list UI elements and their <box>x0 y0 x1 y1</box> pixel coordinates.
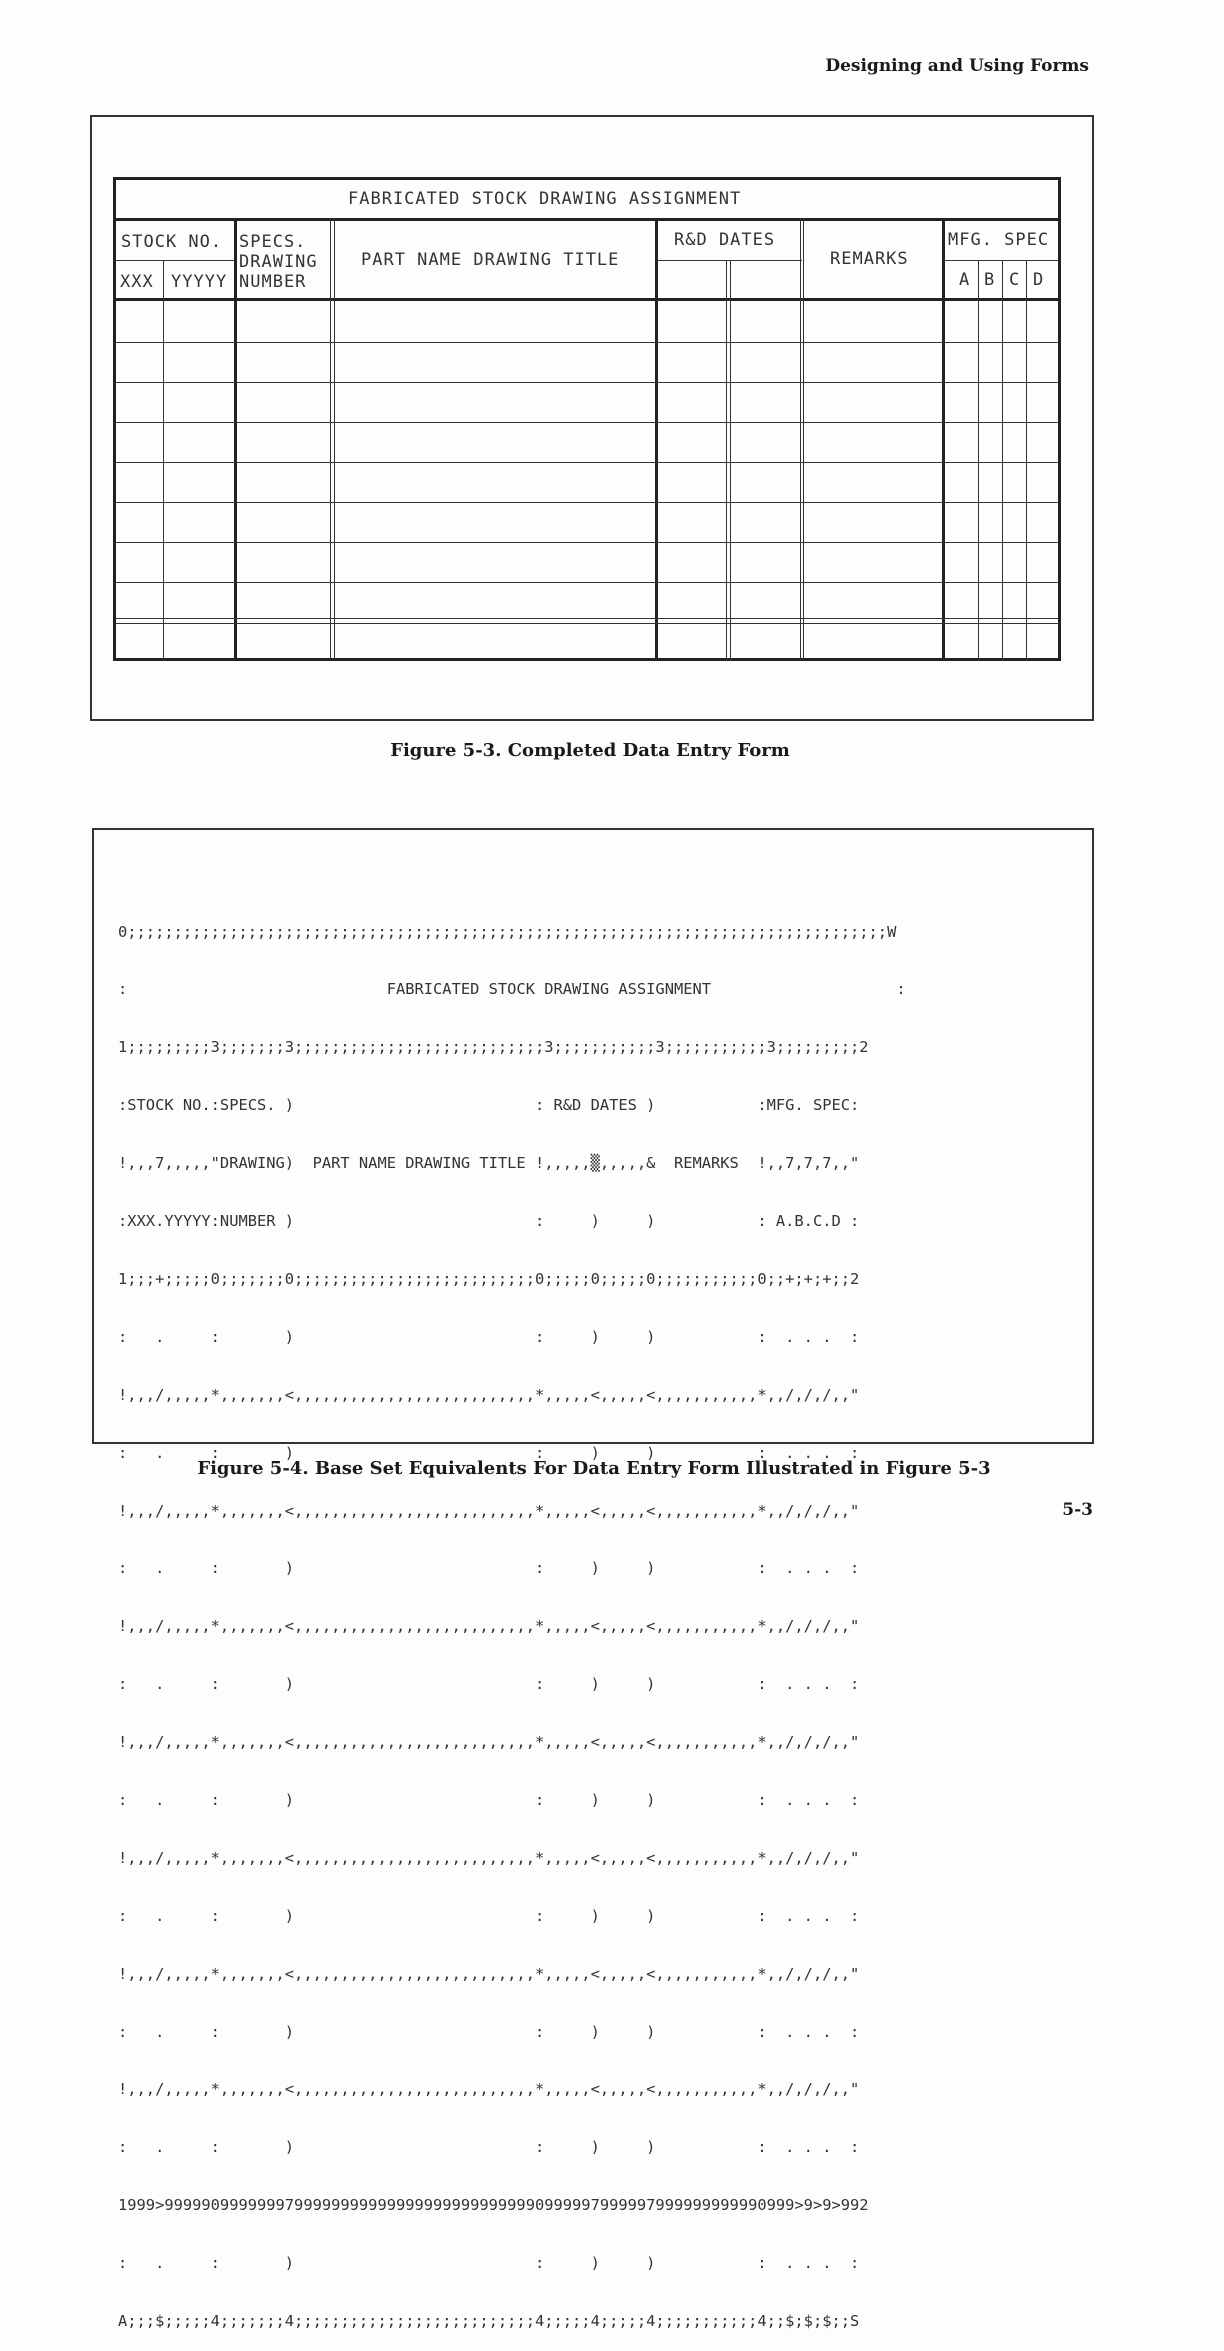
base-set-line: : . : ) : ) ) : . . . : <box>118 1443 860 1462</box>
base-set-line: !,,,/,,,,,*,,,,,,,<,,,,,,,,,,,,,,,,,,,,,,,,,,*,,,,,<,,,,,<,,,,,,,,,,,*,,/,/,/,," <box>118 1964 860 1983</box>
base-set-line: :STOCK NO.:SPECS. ) : R&D DATES ) :MFG. SPEC: <box>118 1096 860 1115</box>
base-set-line: : . : ) : ) ) : . . . : <box>118 1790 860 1809</box>
col-divider-rd-remarks <box>800 218 801 661</box>
base-set-line: :XXX.YYYYY:NUMBER ) : ) ) : A.B.C.D : <box>118 1212 860 1231</box>
row-line <box>116 342 1058 343</box>
base-set-line: !,,,/,,,,,*,,,,,,,<,,,,,,,,,,,,,,,,,,,,,,,,,,*,,,,,<,,,,,<,,,,,,,,,,,*,,/,/,/,," <box>118 1733 860 1752</box>
figure-5-3-caption: Figure 5-3. Completed Data Entry Form <box>390 740 790 761</box>
col-divider-remarks-mfg <box>942 218 945 661</box>
base-set-line: !,,,/,,,,,*,,,,,,,<,,,,,,,,,,,,,,,,,,,,,,,,,,*,,,,,<,,,,,<,,,,,,,,,,,*,,/,/,/,," <box>118 1617 860 1636</box>
row-line <box>116 502 1058 503</box>
base-set-line: : . : ) : ) ) : . . . : <box>118 1327 860 1346</box>
title-divider <box>116 218 1058 221</box>
part-name-label: PART NAME DRAWING TITLE <box>361 250 620 270</box>
stock-no-label: STOCK NO. <box>121 232 223 252</box>
base-set-line: : . : ) : ) ) : . . . : <box>118 2138 860 2157</box>
col-divider-part-rd <box>655 218 658 661</box>
rd-dates-label: R&D DATES <box>674 230 776 250</box>
base-set-line: : . : ) : ) ) : . . . : <box>118 1906 860 1925</box>
mfg-spec-label: MFG. SPEC <box>948 230 1050 250</box>
base-set-line: 1;;;+;;;;;0;;;;;;;0;;;;;;;;;;;;;;;;;;;;;;;;;;0;;;;;0;;;;;0;;;;;;;;;;;0;;+;+;+;;2 <box>118 1269 860 1288</box>
base-set-line: : . : ) : ) ) : . . . : <box>118 1675 860 1694</box>
specs-label: SPECS. <box>239 232 307 252</box>
mfg-spec-underline <box>944 260 1058 261</box>
base-set-line: 1;;;;;;;;;3;;;;;;;3;;;;;;;;;;;;;;;;;;;;;;;;;;;3;;;;;;;;;;;3;;;;;;;;;;;3;;;;;;;;;2 <box>118 1038 869 1057</box>
base-set-line: 0;;;;;;;;;;;;;;;;;;;;;;;;;;;;;;;;;;;;;;;;;;;;;;;;;;;;;;;;;;;;;;;;;;;;;;;;;;;;;;;;;;W <box>118 922 897 941</box>
base-set-line: !,,,/,,,,,*,,,,,,,<,,,,,,,,,,,,,,,,,,,,,,,,,,*,,,,,<,,,,,<,,,,,,,,,,,*,,/,/,/,," <box>118 1385 860 1404</box>
col-c-label: C <box>1009 270 1021 290</box>
col-b-label: B <box>984 270 996 290</box>
base-set-line: !,,,/,,,,,*,,,,,,,<,,,,,,,,,,,,,,,,,,,,,,,,,,*,,,,,<,,,,,<,,,,,,,,,,,*,,/,/,/,," <box>118 1848 860 1867</box>
col-bc-header-divider <box>1002 260 1003 298</box>
base-set-line: : . : ) : ) ) : . . . : <box>118 2022 860 2041</box>
row-line-double <box>116 618 1058 619</box>
col-cd-header-divider <box>1026 260 1027 298</box>
col-divider-rd-mid-2 <box>730 298 731 661</box>
rd-mid-header-divider <box>726 260 727 298</box>
base-set-line: !,,,/,,,,,*,,,,,,,<,,,,,,,,,,,,,,,,,,,,,,,,,,*,,,,,<,,,,,<,,,,,,,,,,,*,,/,/,/,," <box>118 1501 860 1520</box>
row-line <box>116 422 1058 423</box>
col-divider-rd-remarks-2 <box>803 218 804 661</box>
yyyyy-label: YYYYY <box>171 272 228 292</box>
page-number: 5-3 <box>1062 1500 1093 1520</box>
form-title: FABRICATED STOCK DRAWING ASSIGNMENT <box>348 189 742 209</box>
col-a-label: A <box>959 270 971 290</box>
xxx-label: XXX <box>120 272 154 292</box>
xxx-divider <box>163 260 164 298</box>
rd-mid-header-divider-2 <box>730 260 731 298</box>
col-divider-cd-body <box>1026 298 1027 661</box>
col-divider-specs-part-2 <box>334 218 335 661</box>
row-line <box>116 582 1058 583</box>
stock-no-underline <box>116 260 234 261</box>
col-divider-ab-body <box>978 298 979 661</box>
base-set-line: : . : ) : ) ) : . . . : <box>118 2254 860 2273</box>
base-set-line: A;;;$;;;;;4;;;;;;;4;;;;;;;;;;;;;;;;;;;;;;;;;;4;;;;;4;;;;;4;;;;;;;;;;;4;;$;$;$;;S <box>118 2311 860 2330</box>
remarks-label: REMARKS <box>830 249 909 269</box>
col-divider-bc-body <box>1002 298 1003 661</box>
drawing-label: DRAWING <box>239 252 318 272</box>
base-set-line: : FABRICATED STOCK DRAWING ASSIGNMENT : <box>118 980 906 999</box>
base-set-line: 1999>99999099999997999999999999999999999999990999997999997999999999990999>9>9>992 <box>118 2196 869 2215</box>
col-divider-specs-part <box>330 218 331 661</box>
col-d-label: D <box>1033 270 1045 290</box>
base-set-line: !,,,7,,,,,"DRAWING) PART NAME DRAWING TITLE !,,,,,▒,,,,,& REMARKS !,,7,7,7,," <box>118 1154 860 1173</box>
row-line-double-2 <box>116 623 1058 624</box>
number-label: NUMBER <box>239 272 307 292</box>
running-header: Designing and Using Forms <box>825 56 1089 76</box>
col-divider-stock-specs <box>234 218 237 661</box>
row-line <box>116 382 1058 383</box>
data-entry-form <box>113 177 1061 661</box>
base-set-line: !,,,/,,,,,*,,,,,,,<,,,,,,,,,,,,,,,,,,,,,,,,,,*,,,,,<,,,,,<,,,,,,,,,,,*,,/,/,/,," <box>118 2080 860 2099</box>
base-set-text <box>118 884 906 2351</box>
header-divider <box>116 298 1058 301</box>
row-line <box>116 462 1058 463</box>
figure-5-4-caption: Figure 5-4. Base Set Equivalents For Data Entry Form Illustrated in Figure 5-3 <box>197 1458 991 1479</box>
row-line <box>116 542 1058 543</box>
col-ab-header-divider <box>978 260 979 298</box>
base-set-line: : . : ) : ) ) : . . . : <box>118 1559 860 1578</box>
col-divider-rd-mid <box>726 298 727 661</box>
col-divider-xxx-body <box>163 298 164 661</box>
